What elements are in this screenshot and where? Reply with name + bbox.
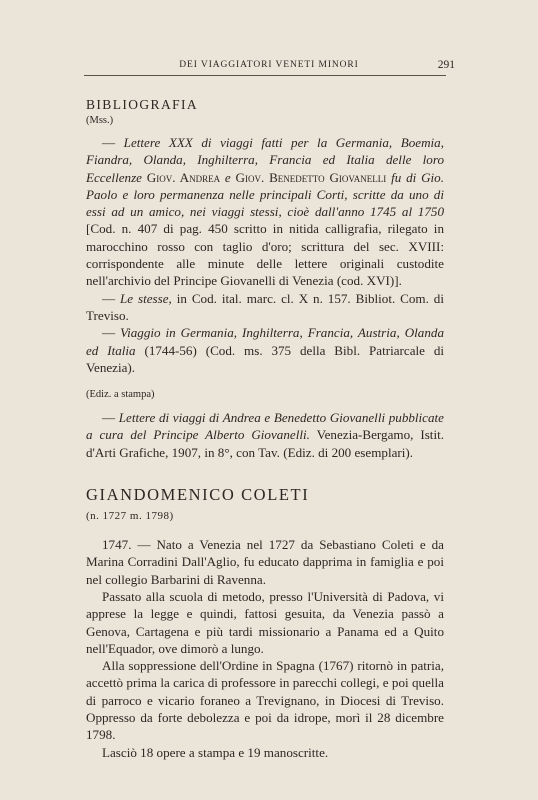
entry-title: Viaggio in Germania, Inghilterra, Francia, Austria, Olanda ed Italia (86, 325, 444, 358)
entry-title: Lettere XXX di viaggi fatti per la Germania, Boemia, Fiandra, Olanda, Inghilterra, Francia ed Italia delle loro Eccellenze (86, 135, 444, 185)
page-body (86, 96, 444, 761)
header-rule (84, 75, 446, 76)
bib-entry-3 (86, 324, 444, 376)
lifespan: (n. 1727 m. 1798) (86, 510, 174, 523)
author-name: Giov. Andrea (146, 169, 221, 185)
bib-entry-2 (86, 290, 444, 325)
bio-paragraph-4: Lasciò 18 opere a stampa e 19 manoscritte. (102, 744, 329, 760)
bio-paragraph-1: 1747. — Nato a Venezia nel 1727 da Sebastiano Coleti e da Marina Corradini Dall'Aglio, fu educato dapprima in famiglia e poi nel collegio Barbarini di Ravenna. (86, 537, 444, 587)
entry-details: Venezia-Bergamo, Istit. d'Arti Grafiche, 1907, in 8°, con Tav. (Ediz. di 200 esemplari). (86, 427, 444, 460)
manuscripts-label: (Mss.) (86, 115, 114, 126)
entry-details: [Cod. n. 407 di pag. 450 scritto in nitida calligrafia, rilegato in marocchino rosso con taglio d'oro; scrittura del sec. XVIII: corrispondente alle minute delle lettere originali custodite nell'archivio del Principe Giovanelli di Venezia (cod. XVI)]. (86, 221, 444, 289)
bib-entry-4 (86, 409, 444, 461)
author-name: Giov. Benedetto Giovanelli (235, 169, 387, 185)
print-editions-label: (Ediz. a stampa) (86, 389, 155, 401)
entry-details: (1744-56) (Cod. ms. 375 della Bibl. Patriarcale di Venezia). (86, 342, 445, 375)
biography-heading: GIANDOMENICO COLETI (86, 485, 310, 505)
bibliography-heading: BIBLIOGRAFIA (86, 97, 199, 112)
bib-entry-1 (86, 134, 444, 290)
entry-dash: — (102, 410, 119, 426)
entry-dash: — (102, 325, 121, 341)
conjunction: e (220, 169, 236, 185)
entry-dash: — (102, 135, 124, 150)
bio-paragraph-3: Alla soppressione dell'Ordine in Spagna (1767) ritornò in patria, accettò prima la carica di professore in parecchi collegi, e poi quella di parroco e vicario foraneo a Trevignano, in Diocesi di Treviso. Oppresso da forte debolezza e poi da idrope, morì il 28 dicembre 1798. (86, 658, 444, 743)
entry-title-cont: fu di Gio. Paolo e loro permanenza nelle principali Corti, scritte da uno di essi ad un amico, nei viaggi stessi, cioè dall'anno 1745 al 1750 (86, 169, 444, 220)
running-title: DEI VIAGGIATORI VENETI MINORI (179, 60, 359, 70)
entry-title: Lettere di viaggi di Andrea e Benedetto Giovanelli pubblicate a cura del Principe Alberto Giovanelli. (86, 410, 444, 443)
bio-paragraph-2: Passato alla scuola di metodo, presso l'Università di Padova, vi apprese la legge e quindi, fattosi gesuita, da Venezia passò a Genova, Cartagena e più tardi missionario a Panama ed a Quito nell'Equador, ove dimorò a lungo. (86, 588, 444, 656)
running-header (0, 60, 538, 76)
entry-details: in Cod. ital. marc. cl. X n. 157. Bibliot. Com. di Treviso. (86, 290, 444, 323)
page-number: 291 (437, 59, 455, 71)
entry-title: Le stesse, (120, 290, 172, 306)
entry-dash: — (102, 290, 120, 306)
